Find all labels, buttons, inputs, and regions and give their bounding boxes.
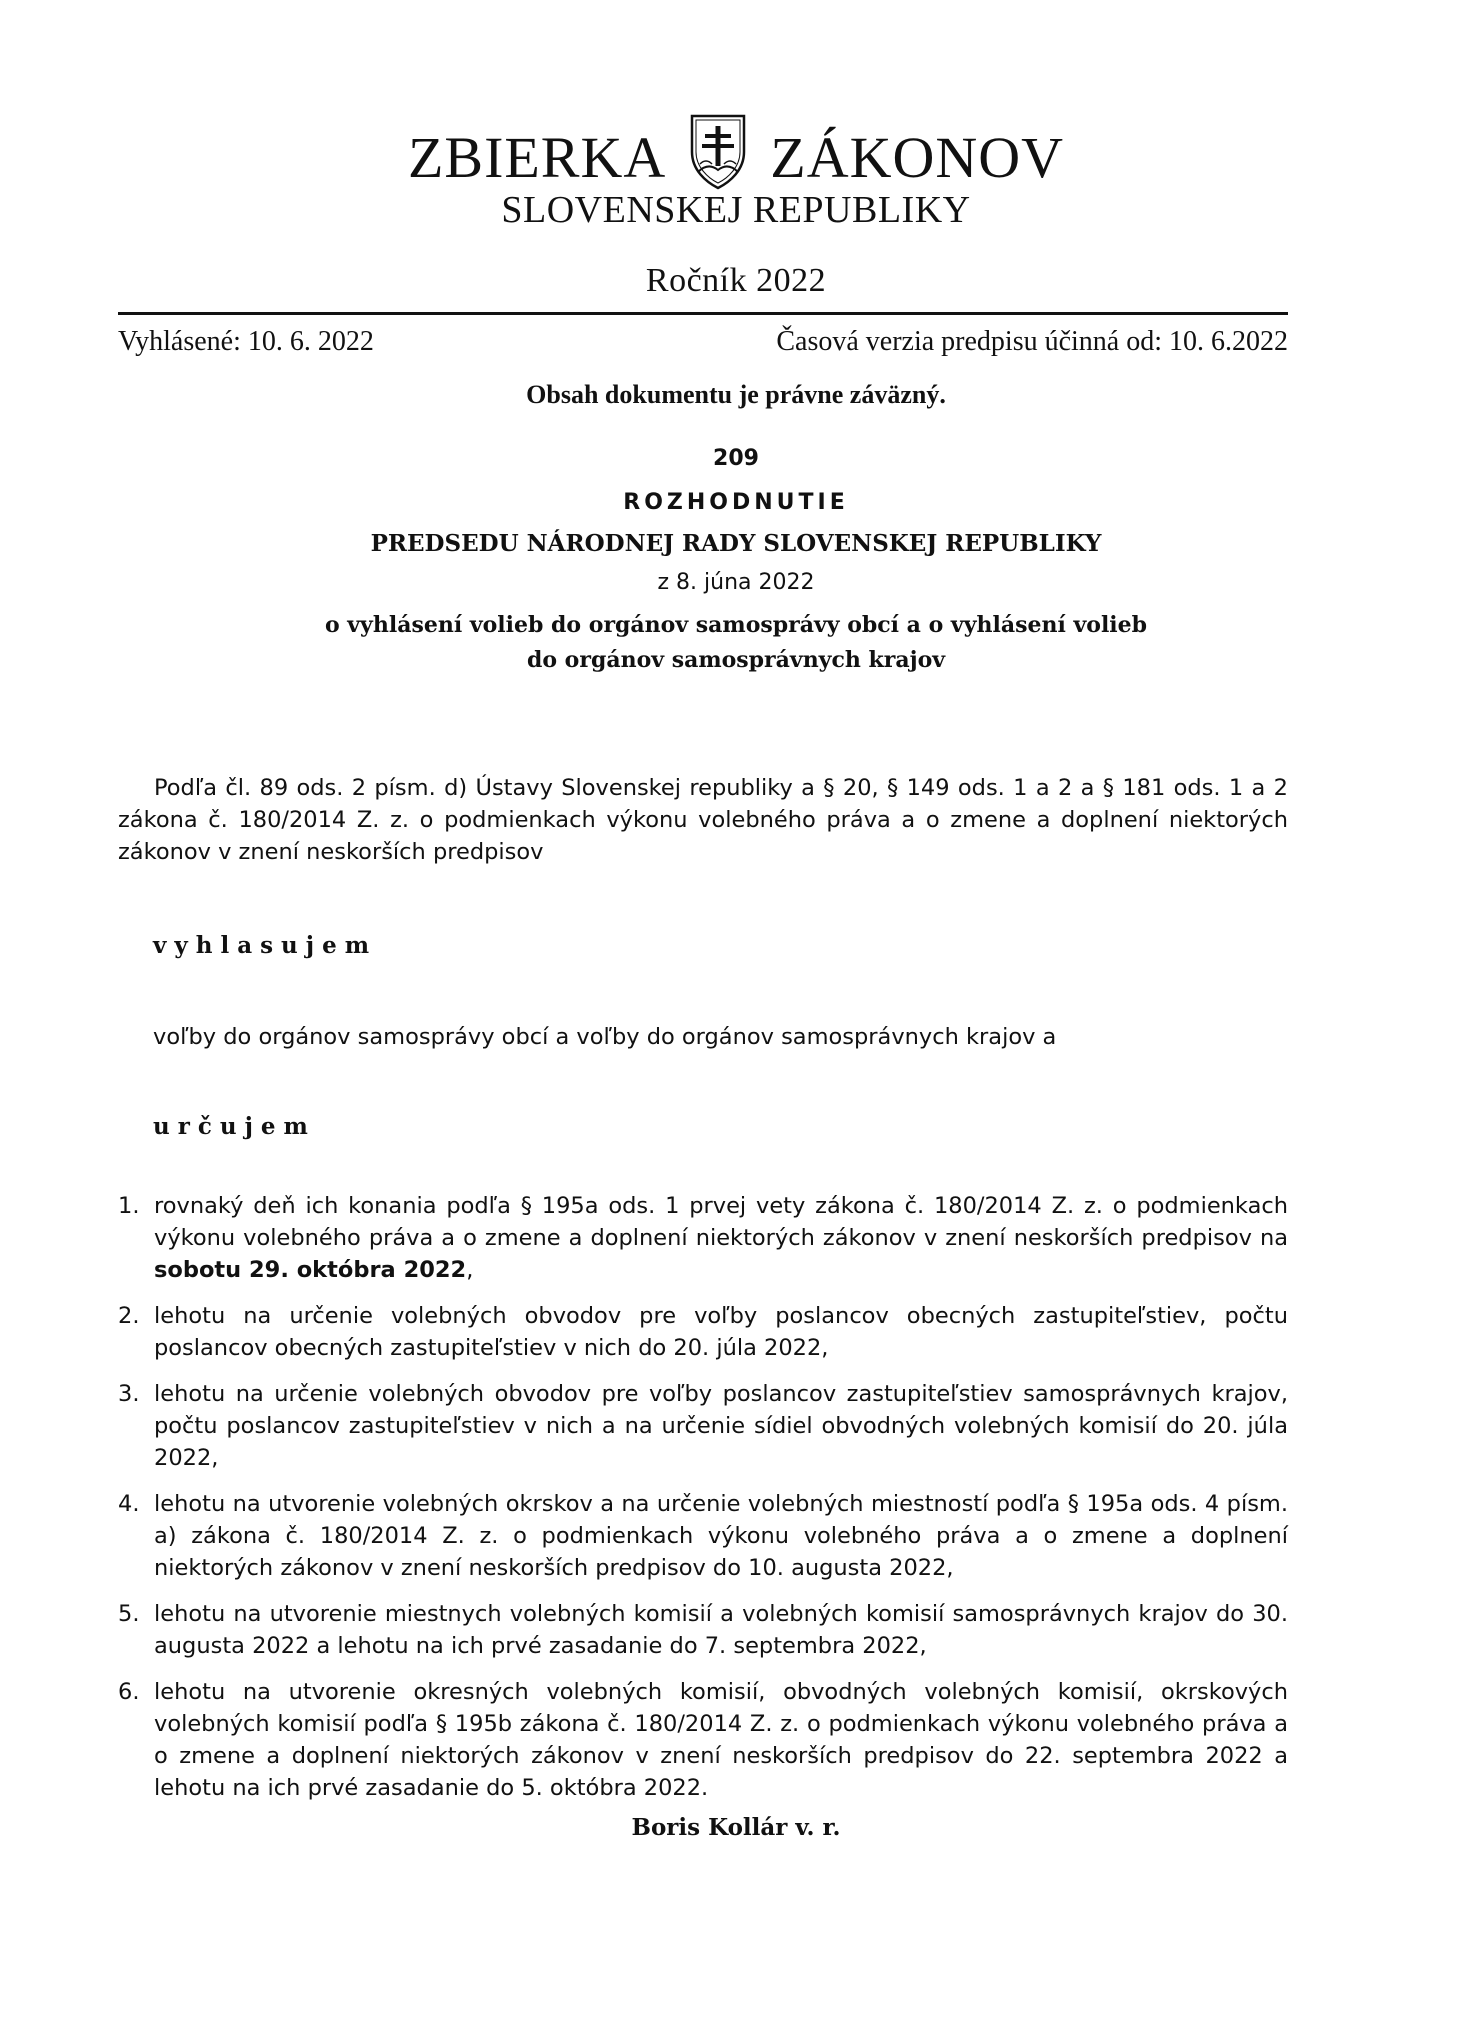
list-item (118, 1300, 1288, 1364)
list-item (118, 1378, 1288, 1474)
determination-list (118, 1190, 1288, 1818)
item-number: 5. (118, 1601, 140, 1627)
item-text-tail: , (466, 1257, 474, 1283)
masthead-word-right: ZÁKONOV (770, 125, 1065, 190)
item-text: lehotu na utvorenie okresných volebných komisií, obvodných volebných komisií, okrskových volebných komisií podľa § 195b zákona č. 180/2014 Z. z. o podmienkach výkonu volebného práva a o zmene a doplnení niektorých zákonov v znení neskorších predpisov do 22. septembra 2022 a lehotu na ich prvé zasadanie do 5. októbra 2022. (154, 1679, 1288, 1801)
decision-subject-line-2: do orgánov samosprávnych krajov (526, 647, 946, 673)
item-text-emphasis: sobotu 29. októbra 2022 (154, 1257, 467, 1283)
binding-note: Obsah dokumentu je právne záväzný. (526, 380, 946, 409)
header-rule (118, 312, 1288, 315)
volume-year: Ročník 2022 (645, 262, 827, 299)
slovak-coat-of-arms-icon (688, 112, 748, 192)
decision-type: ROZHODNUTIE (623, 490, 849, 515)
item-text: lehotu na utvorenie volebných okrskov a na určenie volebných miestností podľa § 195a ods. 4 písm. a) zákona č. 180/2014 Z. z. o podmienkach výkonu volebného práva a o zmene a doplnení niektorých zákonov v znení neskorších predpisov do 10. augusta 2022, (154, 1491, 1288, 1581)
item-number: 3. (118, 1381, 140, 1407)
item-text: lehotu na utvorenie miestnych volebných komisií a volebných komisií samosprávnych krajov do 30. augusta 2022 a lehotu na ich prvé zasadanie do 7. septembra 2022, (154, 1601, 1288, 1659)
item-number: 2. (118, 1303, 140, 1329)
item-number: 4. (118, 1491, 140, 1517)
decision-number: 209 (713, 446, 759, 471)
item-text (154, 1190, 1288, 1286)
item-text-body: rovnaký deň ich konania podľa § 195a ods. 1 prvej vety zákona č. 180/2014 Z. z. o podmienkach výkonu volebného práva a o zmene a doplnení niektorých zákonov v znení neskorších predpisov na (154, 1193, 1288, 1251)
masthead (0, 118, 1472, 198)
decision-subject (0, 608, 1472, 678)
effective-date: Časová verzia predpisu účinná od: 10. 6.2022 (776, 326, 1288, 357)
list-item (118, 1190, 1288, 1286)
masthead-subtitle: SLOVENSKEJ REPUBLIKY (501, 189, 971, 231)
determine-keyword: určujem (153, 1113, 316, 1140)
decision-issuer: PREDSEDU NÁRODNEJ RADY SLOVENSKEJ REPUBLIKY (370, 530, 1102, 557)
proclaim-text: voľby do orgánov samosprávy obcí a voľby do orgánov samosprávnych krajov a (153, 1024, 1057, 1050)
item-number: 6. (118, 1679, 140, 1705)
decision-date: z 8. júna 2022 (657, 570, 815, 595)
item-text: lehotu na určenie volebných obvodov pre voľby poslancov zastupiteľstiev samosprávnych krajov, počtu poslancov zastupiteľstiev v nich a na určenie sídiel obvodných volebných komisií do 20. júla 2022, (154, 1381, 1288, 1471)
masthead-word-left: ZBIERKA (407, 125, 667, 190)
list-item (118, 1676, 1288, 1804)
item-text: lehotu na určenie volebných obvodov pre voľby poslancov obecných zastupiteľstiev, počtu poslancov obecných zastupiteľstiev v nich do 20. júla 2022, (154, 1303, 1288, 1361)
item-number: 1. (118, 1193, 140, 1219)
list-item (118, 1488, 1288, 1584)
decision-subject-line-1: o vyhlásení volieb do orgánov samosprávy obcí a o vyhlásení volieb (324, 612, 1148, 638)
signature: Boris Kollár v. r. (631, 1814, 841, 1841)
list-item (118, 1598, 1288, 1662)
proclaim-keyword: vyhlasujem (153, 932, 378, 959)
announced-date: Vyhlásené: 10. 6. 2022 (118, 326, 374, 357)
preamble: Podľa čl. 89 ods. 2 písm. d) Ústavy Slovenskej republiky a § 20, § 149 ods. 1 a 2 a § 181 ods. 1 a 2 zákona č. 180/2014 Z. z. o podmienkach výkonu volebného práva a o zmene a doplnení niektorých zákonov v znení neskorších predpisov (118, 775, 1288, 865)
